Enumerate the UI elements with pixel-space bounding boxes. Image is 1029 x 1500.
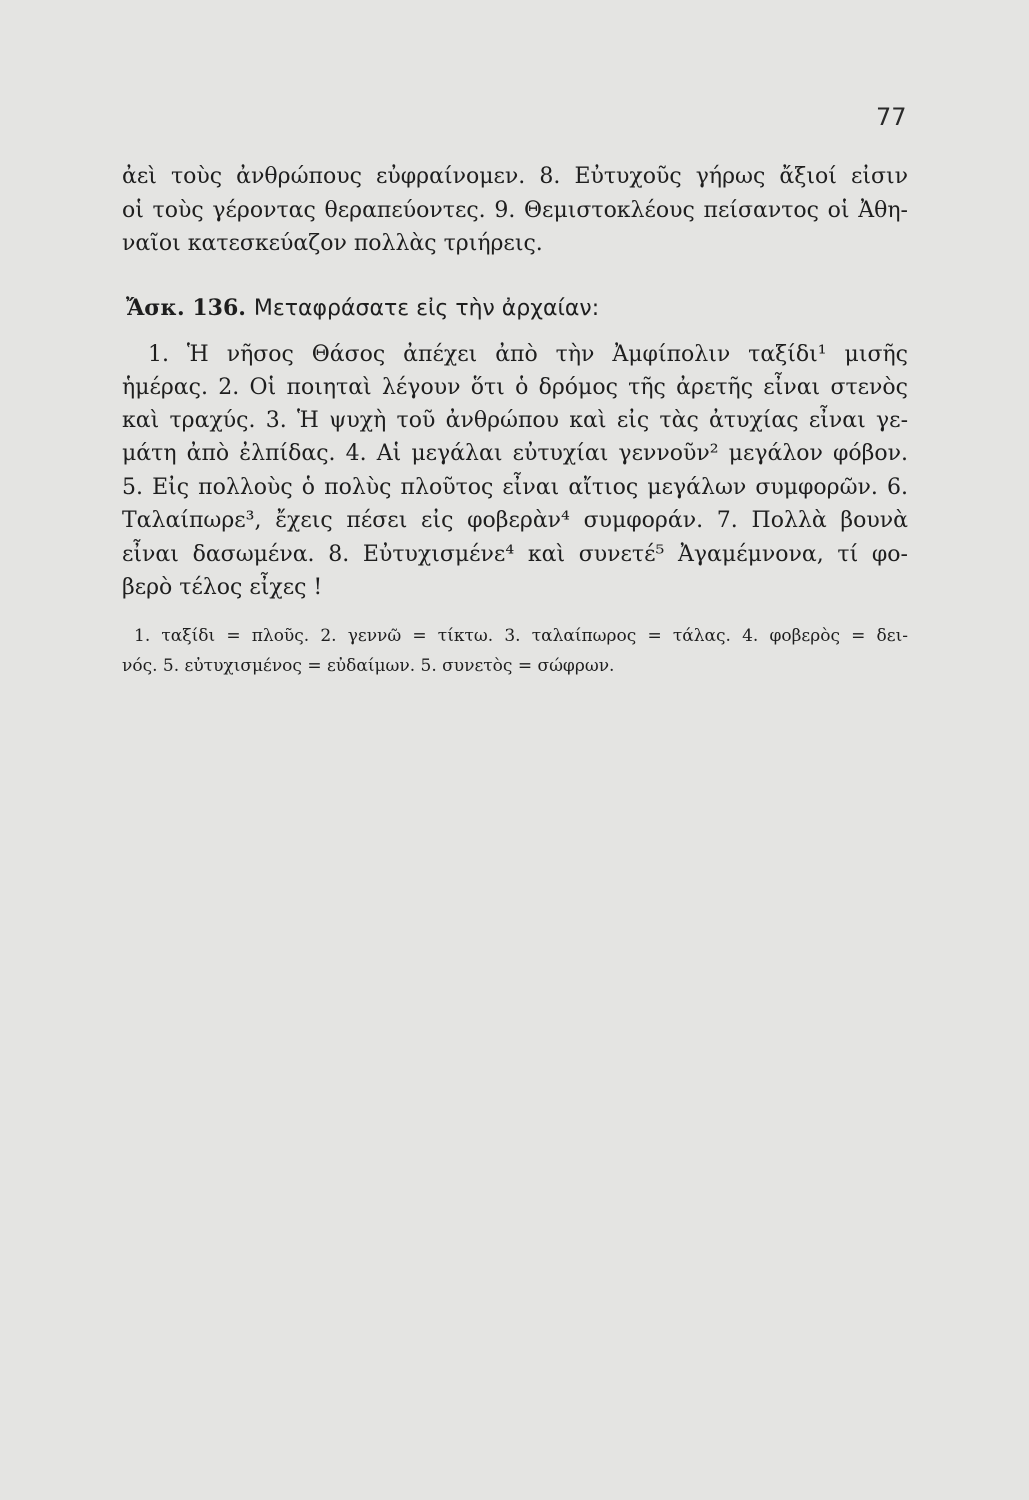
paragraph-line: ναῖοι κατεσκεύαζον πολλὰς τριήρεις.	[122, 231, 543, 256]
footnote-line: νός. 5. εὐτυχισμένος = εὐδαίμων. 5. συνετὸς = σώφρων.	[122, 656, 615, 676]
exercise-label: Ἄσκ. 136.	[126, 295, 246, 321]
exercise-heading	[126, 293, 599, 324]
paragraph-line: Ταλαίπωρε³, ἔχεις πέσει εἰς φοβερὰν⁴ συμφοράν. 7. Πολλὰ βουνὰ	[122, 508, 908, 533]
exercise-instruction: Μεταφράσατε εἰς τὴν ἀρχαίαν:	[253, 296, 600, 321]
paragraph-line: 1. Ἡ νῆσος Θάσος ἀπέχει ἀπὸ τὴν Ἀμφίπολιν ταξίδι¹ μισῆς	[148, 342, 908, 367]
paragraph-line: οἱ τοὺς γέροντας θεραπεύοντες. 9. Θεμιστοκλέους πείσαντος οἱ Ἀθη-	[122, 198, 908, 223]
paragraph-line: ἀεὶ τοὺς ἀνθρώπους εὐφραίνομεν. 8. Εὐτυχοῦς γήρως ἄξιοί εἰσιν	[122, 164, 908, 189]
paragraph-line: ἡμέρας. 2. Οἱ ποιηταὶ λέγουν ὅτι ὁ δρόμος τῆς ἀρετῆς εἶναι στενὸς	[122, 375, 908, 400]
page-number: 77	[876, 103, 907, 131]
paragraph-line: μάτη ἀπὸ ἐλπίδας. 4. Αἱ μεγάλαι εὐτυχίαι γεννοῦν² μεγάλον φόβον.	[122, 441, 908, 466]
paragraph-line: βερὸ τέλος εἶχες !	[122, 575, 323, 600]
paragraph-line: 5. Εἰς πολλοὺς ὁ πολὺς πλοῦτος εἶναι αἴτιος μεγάλων συμφορῶν. 6.	[122, 475, 908, 500]
footnote-line: 1. ταξίδι = πλοῦς. 2. γεννῶ = τίκτω. 3. ταλαίπωρος = τάλας. 4. φοβερὸς = δει-	[134, 626, 908, 646]
paragraph-line: εἶναι δασωμένα. 8. Εὐτυχισμένε⁴ καὶ συνετέ⁵ Ἀγαμέμνονα, τί φο-	[122, 542, 908, 567]
paragraph-line: καὶ τραχύς. 3. Ἡ ψυχὴ τοῦ ἀνθρώπου καὶ εἰς τὰς ἀτυχίας εἶναι γε-	[122, 408, 908, 433]
